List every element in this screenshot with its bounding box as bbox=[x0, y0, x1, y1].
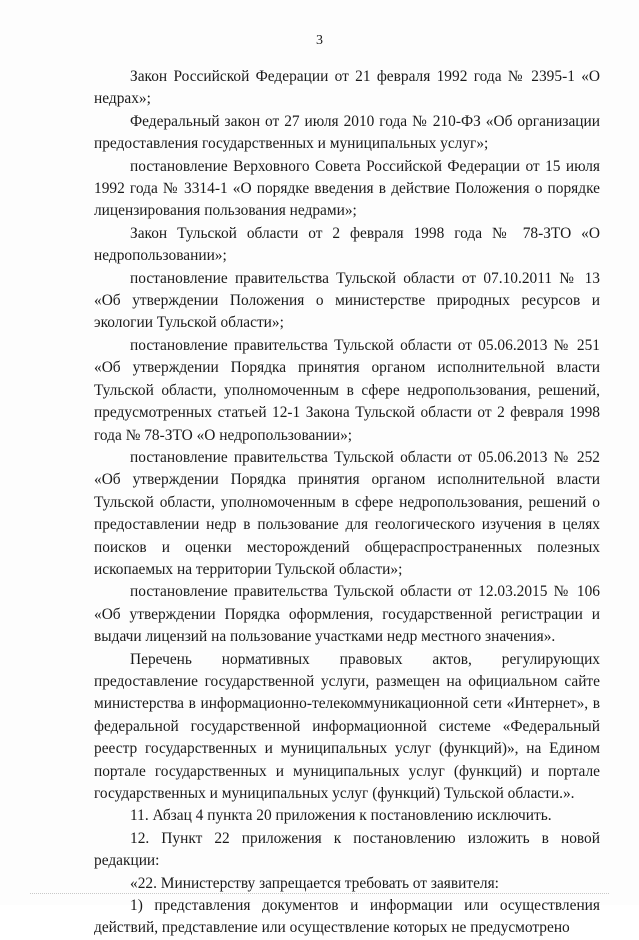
paragraph-resolution-251: постановление правительства Тульской области от 05.06.2013 № 251 «Об утверждении Порядка принятия органом исполнительной власти Тульской области, уполномоченным в сфере недропользования, решений, предусмотренных статьей 12-1 Закона Тульской области от 2 февраля 1998 года № 78-ЗТО «О недропользовании»; bbox=[94, 336, 600, 444]
paragraph-supreme-council-resolution: постановление Верховного Совета Российской Федерации от 15 июля 1992 года № 3314-1 «О порядке введения в действие Положения о порядке лицензирования пользования недрами»; bbox=[94, 157, 600, 220]
paragraph-item-22: «22. Министерству запрещается требовать от заявителя: bbox=[130, 874, 499, 892]
paragraph-resolution-252: постановление правительства Тульской области от 05.06.2013 № 252 «Об утверждении Порядка принятия органом исполнительной власти Тульской области, уполномоченным в сфере недропользования, решений о предоставлении недр в пользование для геологического изучения в целях поисков и оценки месторождений общераспространенных полезных ископаемых на территории Тульской области»; bbox=[94, 448, 600, 578]
paragraph-resolution-13: постановление правительства Тульской области от 07.10.2011 № 13 «Об утверждении Положения о министерстве природных ресурсов и экологии Тульской области»; bbox=[94, 269, 600, 332]
paragraph-item-11: 11. Абзац 4 пункта 20 приложения к постановлению исключить. bbox=[130, 807, 552, 825]
document-body bbox=[94, 66, 600, 940]
scan-bottom-edge bbox=[30, 893, 609, 895]
paragraph-tula-law-78: Закон Тульской области от 2 февраля 1998 года № 78-ЗТО «О недропользовании»; bbox=[94, 224, 600, 265]
paragraph-federal-law-210: Федеральный закон от 27 июля 2010 года № 210-ФЗ «Об организации предоставления государственных и муниципальных услуг»; bbox=[94, 112, 600, 153]
paragraph-list-of-acts: Перечень нормативных правовых актов, регулирующих предоставление государственной услуги, размещен на официальном сайте министерства в информационно-телекоммуникационной сети «Интернет», в федеральной государственной информационной системе «Федеральный реестр государственных и муниципальных услуг (функций)», на Едином портале государственных и муниципальных услуг (функций) и портале государственных и муниципальных услуг (функций) Тульской области.». bbox=[94, 650, 600, 802]
page-number: 3 bbox=[316, 33, 323, 48]
paragraph-resolution-106: постановление правительства Тульской области от 12.03.2015 № 106 «Об утверждении Порядка оформления, государственной регистрации и выдачи лицензий на пользование участками недр местного значения». bbox=[94, 583, 600, 646]
paragraph-law-on-subsoil: Закон Российской Федерации от 21 февраля 1992 года № 2395-1 «О недрах»; bbox=[94, 68, 600, 108]
paragraph-item-12: 12. Пункт 22 приложения к постановлению изложить в новой редакции: bbox=[94, 829, 600, 870]
paragraph-subitem-1: 1) представления документов и информации или осуществления действий, представление или осуществление которых не предусмотрено bbox=[94, 897, 600, 937]
